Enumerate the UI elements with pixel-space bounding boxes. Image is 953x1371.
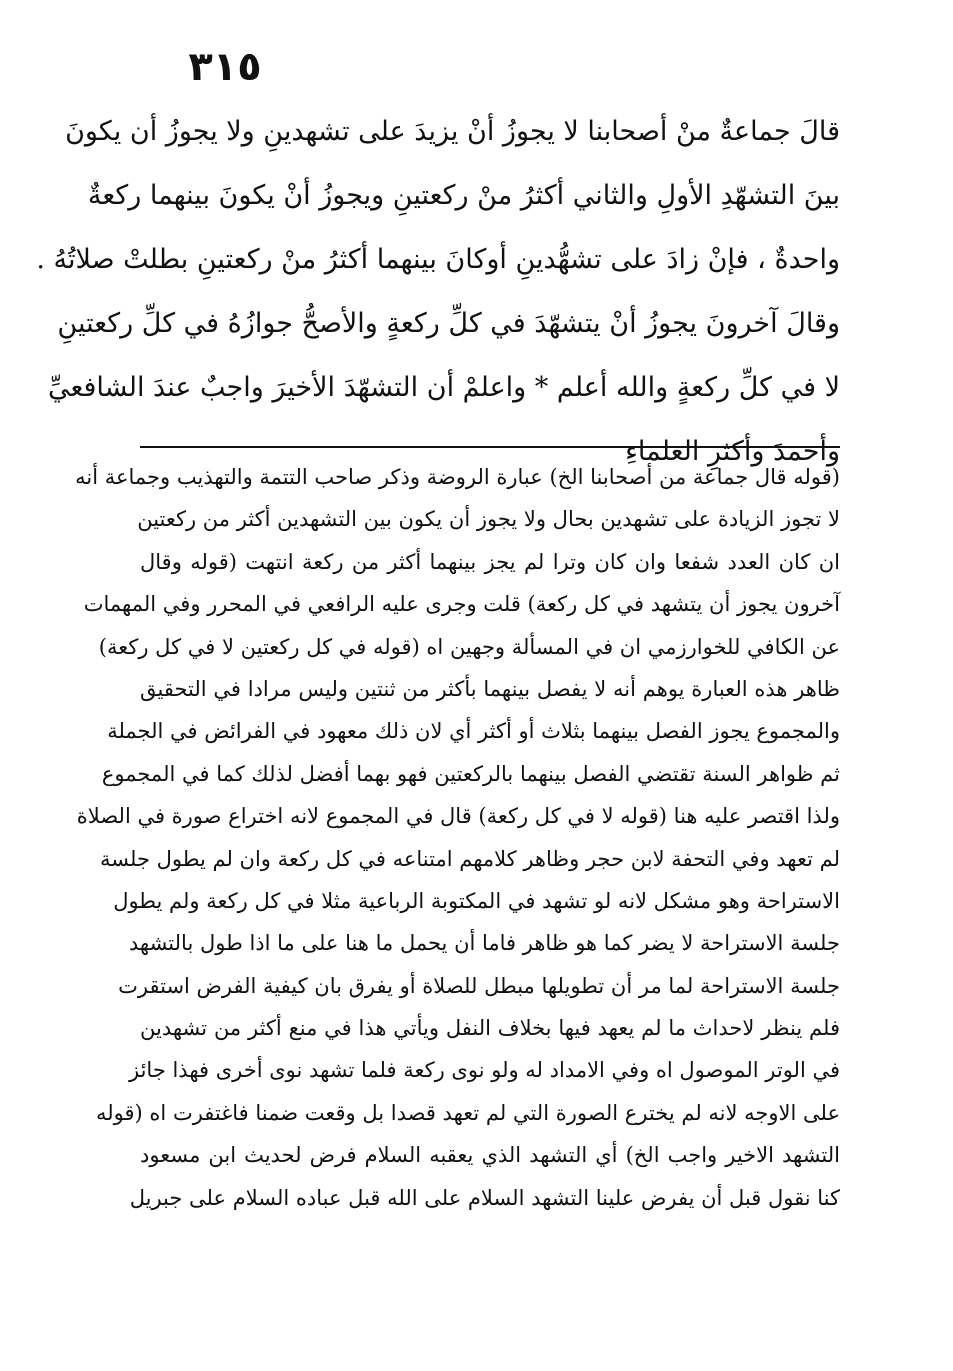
main-text-line: بينَ التشهّدِ الأولِ والثاني أكثرُ منْ ركعتينِ ويجوزُ أنْ يكونَ بينهما ركعةٌ xyxy=(87,180,840,211)
commentary-line: جلسة الاستراحة لما مر أن تطويلها مبطل للصلاة أو يفرق بان كيفية الفرض استقرت xyxy=(118,973,840,998)
commentary-line: على الاوجه لانه لم يخترع الصورة التي لم تعهد قصدا بل وقعت ضمنا فاغتفرت اه (قوله xyxy=(96,1100,840,1125)
commentary-line: ان كان العدد شفعا وان كان وترا لم يجز بينهما أكثر من ركعة انتهت (قوله وقال xyxy=(140,549,840,574)
commentary-block xyxy=(75,456,840,1219)
section-divider xyxy=(140,446,840,448)
main-text-line: وقالَ آخرونَ يجوزُ أنْ يتشهّدَ في كلِّ ركعةٍ والأصحُّ جوازُهُ في كلِّ ركعتينِ xyxy=(57,308,840,339)
commentary-line: ظاهر هذه العبارة يوهم أنه لا يفصل بينهما بأكثر من ثنتين وليس مرادا في التحقيق xyxy=(140,676,840,701)
commentary-line: عن الكافي للخوارزمي ان في المسألة وجهين اه (قوله في كل ركعتين لا في كل ركعة) xyxy=(98,634,840,659)
commentary-line: جلسة الاستراحة لا يضر كما هو ظاهر فاما أن يحمل ما هنا على ما اذا طول بالتشهد xyxy=(128,931,840,956)
main-text-line: واحدةٌ ، فإنْ زادَ على تشهُّدينِ أوكانَ بينهما أكثرُ منْ ركعتينِ بطلتْ صلاتُهُ . xyxy=(36,244,840,275)
commentary-line: (قوله قال جماعة من أصحابنا الخ) عبارة الروضة وذكر صاحب التتمة والتهذيب وجماعة أنه xyxy=(75,465,840,489)
commentary-line: الاستراحة وهو مشكل لانه لو تشهد في المكتوبة الرباعية مثلا في كل ركعة ولم يطول xyxy=(113,888,840,913)
commentary-line: لا تجوز الزيادة على تشهدين بحال ولا يجوز أن يكون بين التشهدين أكثر من ركعتين xyxy=(137,507,840,532)
commentary-line: التشهد الاخير واجب الخ) أي التشهد الذي يعقبه السلام فرض لحديث ابن مسعود xyxy=(140,1143,840,1168)
page-number: ٣١٥ xyxy=(188,44,262,90)
main-text-block xyxy=(36,100,840,484)
commentary-line: لم تعهد وفي التحفة لابن حجر وظاهر كلامهم امتناعه في كل ركعة وان لم يطول جلسة xyxy=(100,846,840,871)
commentary-line: فلم ينظر لاحداث ما لم يعهد فيها بخلاف النفل ويأتي هذا في منع أكثر من تشهدين xyxy=(140,1016,840,1041)
commentary-line: ولذا اقتصر عليه هنا (قوله لا في كل ركعة) قال في المجموع لانه اختراع صورة في الصلاة xyxy=(76,804,840,829)
commentary-line: في الوتر الموصول اه وفي الامداد له ولو نوى ركعة فلما تشهد نوى أخرى فهذا جائز xyxy=(128,1058,840,1083)
main-text-line: لا في كلِّ ركعةٍ والله أعلم * واعلمْ أن التشهّدَ الأخيرَ واجبٌ عندَ الشافعيِّ xyxy=(47,372,840,403)
commentary-line: ثم ظواهر السنة تقتضي الفصل بينهما بالركعتين فهو بهما أفضل لذلك كما في المجموع xyxy=(101,761,840,786)
commentary-line: آخرون يجوز أن يتشهد في كل ركعة) قلت وجرى عليه الرافعي في المحرر وفي المهمات xyxy=(83,592,840,617)
commentary-line: كنا نقول قبل أن يفرض علينا التشهد السلام على الله قبل عباده السلام على جبريل xyxy=(129,1185,840,1210)
main-text-line: قالَ جماعةٌ منْ أصحابنا لا يجوزُ أنْ يزيدَ على تشهدينِ ولا يجوزُ أن يكونَ xyxy=(65,116,840,147)
main-text-line: وأحمدَ وأكثرِ العلماءِ xyxy=(625,436,840,467)
commentary-line: والمجموع يجوز الفصل بينهما بثلاث أو أكثر أي لان ذلك معهود في الفرائض في الجملة xyxy=(107,719,840,744)
